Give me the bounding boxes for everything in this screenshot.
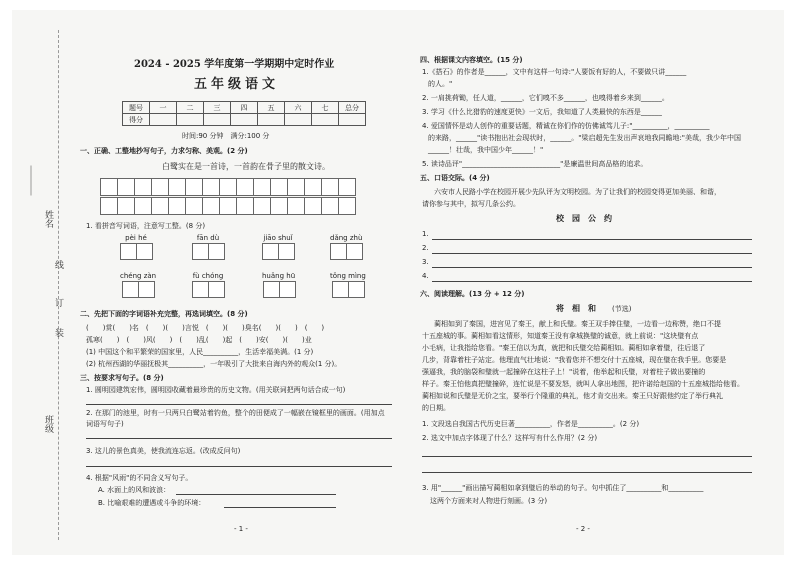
pinyin-label: fān dù [196,234,220,242]
answer-boxes[interactable] [192,281,224,298]
oral-prompt-1: 六安市人民路小学在校园开展少先队评为文明校园。为了让我们的校园变得更加美丽、和谐， [434,188,721,196]
story-paragraph-line: 几步，背靠着柱子站定。他理直气壮地说："我看您并不想交付十五座城，现在璧在我手里。您要是 [422,356,727,364]
subject-title: 五年级语文 [194,77,280,92]
story-paragraph-line: 样子。秦王怕他真把璧撞碎，连忙说是不要发怒，就叫人拿出地图，把许诺给赵国的十五座城指给他看。 [422,380,744,388]
recall-item-2: 2. 一肩挑荷锄，任人道，______，它们嗅不多______，也嗅得着乡来到______。 [422,94,669,102]
score-cell[interactable] [285,114,312,126]
convention-line-num: 2. [422,244,429,252]
recall-item-1-cont: 的人。" [428,80,453,88]
pinyin-item [120,234,152,260]
fill-line-2: 孤寒( ) ( )风( ) ( )乱( )起 ( )安( )( )业 [86,336,312,344]
sentence-task-4a: A. 水面上的风和波浪： [98,486,171,494]
reading-question-3: 3. 用"______"画出描写蔺相如拿到璧后的举动的句子。句中抓住了__________和__________ [422,484,704,492]
score-cell[interactable] [339,114,366,126]
story-paragraph-line: 小毛病，让我指给您看。"秦王信以为真，就把和氏璧交给蔺相如。蔺相如拿着璧，往后退了 [422,344,706,352]
pinyin-label: tǒng mìng [330,272,366,280]
section-1-heading: 一、正确、工整地抄写句子，力求匀称、美观。(2 分) [80,147,248,155]
pinyin-label: huǎng hū [262,272,296,280]
story-paragraph-line: 的日期。 [422,404,450,412]
story-paragraph-line: 强逼我，我的脑袋和璧就一起撞碎在这柱子上！"说着，他举起和氏璧，对着柱子做出要撞的 [422,368,706,376]
section-4-heading: 四、根据课文内容填空。(15 分) [420,56,523,64]
section-5-heading: 五、口语交际。(4 分) [420,174,490,182]
name-label: 姓名 [43,210,53,228]
binding-margin [12,10,72,555]
story-paragraph-line: 蔺相如到了秦国，进宫见了秦王，献上和氏璧。秦王双手捧住璧，一边看一边称赞，绝口不提 [434,320,721,328]
fill-line-1: ( )赏( )名 ( )( )言悦 ( )( )臭名( )( ) ( ) [86,324,325,332]
class-label: 班级 [43,415,53,433]
sentence-task-4: 4. 根据"风雨"的不同含义写句子。 [86,474,193,482]
story-note: (节选) [612,305,632,313]
pinyin-label: jiāo shuǐ [263,234,293,242]
score-cell[interactable] [204,114,231,126]
pinyin-label: dǎng zhù [330,234,363,242]
convention-line[interactable] [432,281,752,282]
copy-grid-row-2[interactable] [100,197,355,215]
sentence-task-2-cont: 词语写句子) [86,420,124,428]
exam-time: 时间:90 分钟 满分:100 分 [182,132,270,140]
answer-boxes[interactable] [263,281,295,298]
page-number: - 1 - [234,525,248,533]
score-header-cell: 三 [204,102,231,114]
recall-item-4: 4. 爱国情怀是动人创作的重要话题，精诚在你们作的仿佛诚笃儿子:"__________，__________ [422,122,710,130]
pinyin-item [330,272,366,298]
recall-item-3: 3. 学习《什么比猎豹的速度更快》一文后，我知道了人类最快的东西是______ [422,108,662,116]
score-header-cell: 二 [177,102,204,114]
answer-line[interactable] [86,404,392,405]
score-row-label: 得分 [123,114,150,126]
convention-line-num: 1. [422,230,429,238]
sentence-task-2: 2. 在那门的池里，时有一只两只白鹭站着钓鱼，整个的田便成了一幅嵌在镜框里的画面。(用加点 [86,409,385,417]
recall-item-4-end: ______！壮哉，我中国少年______！" [428,146,544,154]
page-number: - 2 - [576,525,590,533]
binding-line [58,30,59,540]
fill-sentence-2: (2) 杭州西湖的华丽抚极其__________，一年吸引了大批来自海内外的观众(1 分)。 [86,360,342,368]
exam-sheet [12,10,784,555]
score-table [122,101,366,126]
reading-question-2: 2. 选文中加点字体现了什么？这样写有什么作用？(2 分) [422,434,598,442]
convention-line[interactable] [432,239,752,240]
pinyin-label: chéng zàn [120,272,157,280]
seal-line-char: 线 [53,260,63,269]
convention-line-num: 4. [422,272,429,280]
answer-boxes[interactable] [332,281,364,298]
seal-bind-char: 订 [53,298,63,307]
answer-line[interactable] [224,507,336,508]
score-header-cell: 总分 [339,102,366,114]
recall-item-4-cont: 的来路，______"读书抱出社会现状时，______。"梁启超先生发出声哀地我同瞻地:"美哉，我少年中国 [428,134,742,142]
reading-question-3-cont: 这两个方面来对人物进行刻画。(3 分) [430,497,548,505]
seal-install-char: 装 [53,328,63,337]
answer-line[interactable] [86,438,392,439]
pinyin-item [192,234,224,260]
answer-boxes[interactable] [192,243,224,260]
pinyin-item [262,272,295,298]
fill-sentence-1: (1) 中国这个和平繁荣的国家里，人民__________，生活幸福美满。(1 分) [86,348,314,356]
score-cell[interactable] [150,114,177,126]
score-cell[interactable] [312,114,339,126]
score-header-cell: 六 [285,102,312,114]
convention-title: 校 园 公 约 [556,214,612,223]
sentence-task-1: 1. 圆明园建筑宏伟，圆明园收藏着最珍贵的历史文物。(用关联词把两句话合成一句) [86,386,346,394]
answer-line[interactable] [422,472,752,473]
sentence-task-3: 3. 这儿的景色真美，使我流连忘返。(改成反问句) [86,447,241,455]
score-cell[interactable] [258,114,285,126]
score-cell[interactable] [231,114,258,126]
copy-sentence: 白鹭实在是一首诗，一首韵在骨子里的散文诗。 [162,162,330,171]
answer-boxes[interactable] [120,243,152,260]
answer-boxes[interactable] [262,243,294,260]
answer-line[interactable] [176,494,336,495]
score-header-cell: 七 [312,102,339,114]
pinyin-item [330,234,362,260]
pinyin-item [120,272,156,298]
section-6-heading: 六、阅读理解。(13 分 + 12 分) [420,290,525,298]
score-header-cell: 四 [231,102,258,114]
answer-line[interactable] [86,466,392,467]
score-header-cell: 题号 [123,102,150,114]
reading-question-1: 1. 文段选自我国古代历史巨著__________，作者是__________。(2 分) [422,420,640,428]
convention-line[interactable] [432,267,752,268]
sentence-task-4b: B. 比喻艰难的遭遇或斗争的环境： [98,499,206,507]
pinyin-label: pèi hé [125,234,147,242]
pinyin-item [262,234,294,260]
exam-title: 2024 - 2025 学年度第一学期期中定时作业 [134,59,335,70]
oral-prompt-2: 请你参与其中，拟写几条公约。 [422,200,520,208]
pinyin-label: fù chóng [192,272,224,280]
answer-boxes[interactable] [122,281,154,298]
recall-item-1: 1.《搭石》的作者是______，文中有这样一句诗:"人要饭有好的人，不要做只讲______ [422,68,687,76]
question-1-prompt: 1. 看拼音写词语，注意写工整。(8 分) [86,222,206,230]
story-paragraph-line: 蔺相如说和氏璧是无价之宝，要举行个隆重的典礼，他才肯交出来。秦王只好跟他约定了举行典礼 [422,392,723,400]
answer-line[interactable] [422,456,752,457]
section-2-heading: 二、先把下面的字词语补充完整，再选词填空。(8 分) [80,310,248,318]
copy-grid-row-1[interactable] [100,178,355,196]
score-header-cell: 一 [150,102,177,114]
story-title: 将 相 和 [556,304,596,313]
recall-item-5: 5. 读诗品评"____________________________"是廉温世间高品格的追求。 [422,160,648,168]
name-underline [31,166,32,196]
section-3-heading: 三、按要求写句子。(8 分) [80,374,164,382]
score-header-cell: 五 [258,102,285,114]
convention-line[interactable] [432,253,752,254]
story-paragraph-line: 十五座城的事。蔺相如看这情形，知道秦王没有拿城换璧的诚意，就上前说："这块璧有点 [422,332,699,340]
pinyin-item [192,272,224,298]
answer-boxes[interactable] [330,243,362,260]
score-cell[interactable] [177,114,204,126]
convention-line-num: 3. [422,258,429,266]
